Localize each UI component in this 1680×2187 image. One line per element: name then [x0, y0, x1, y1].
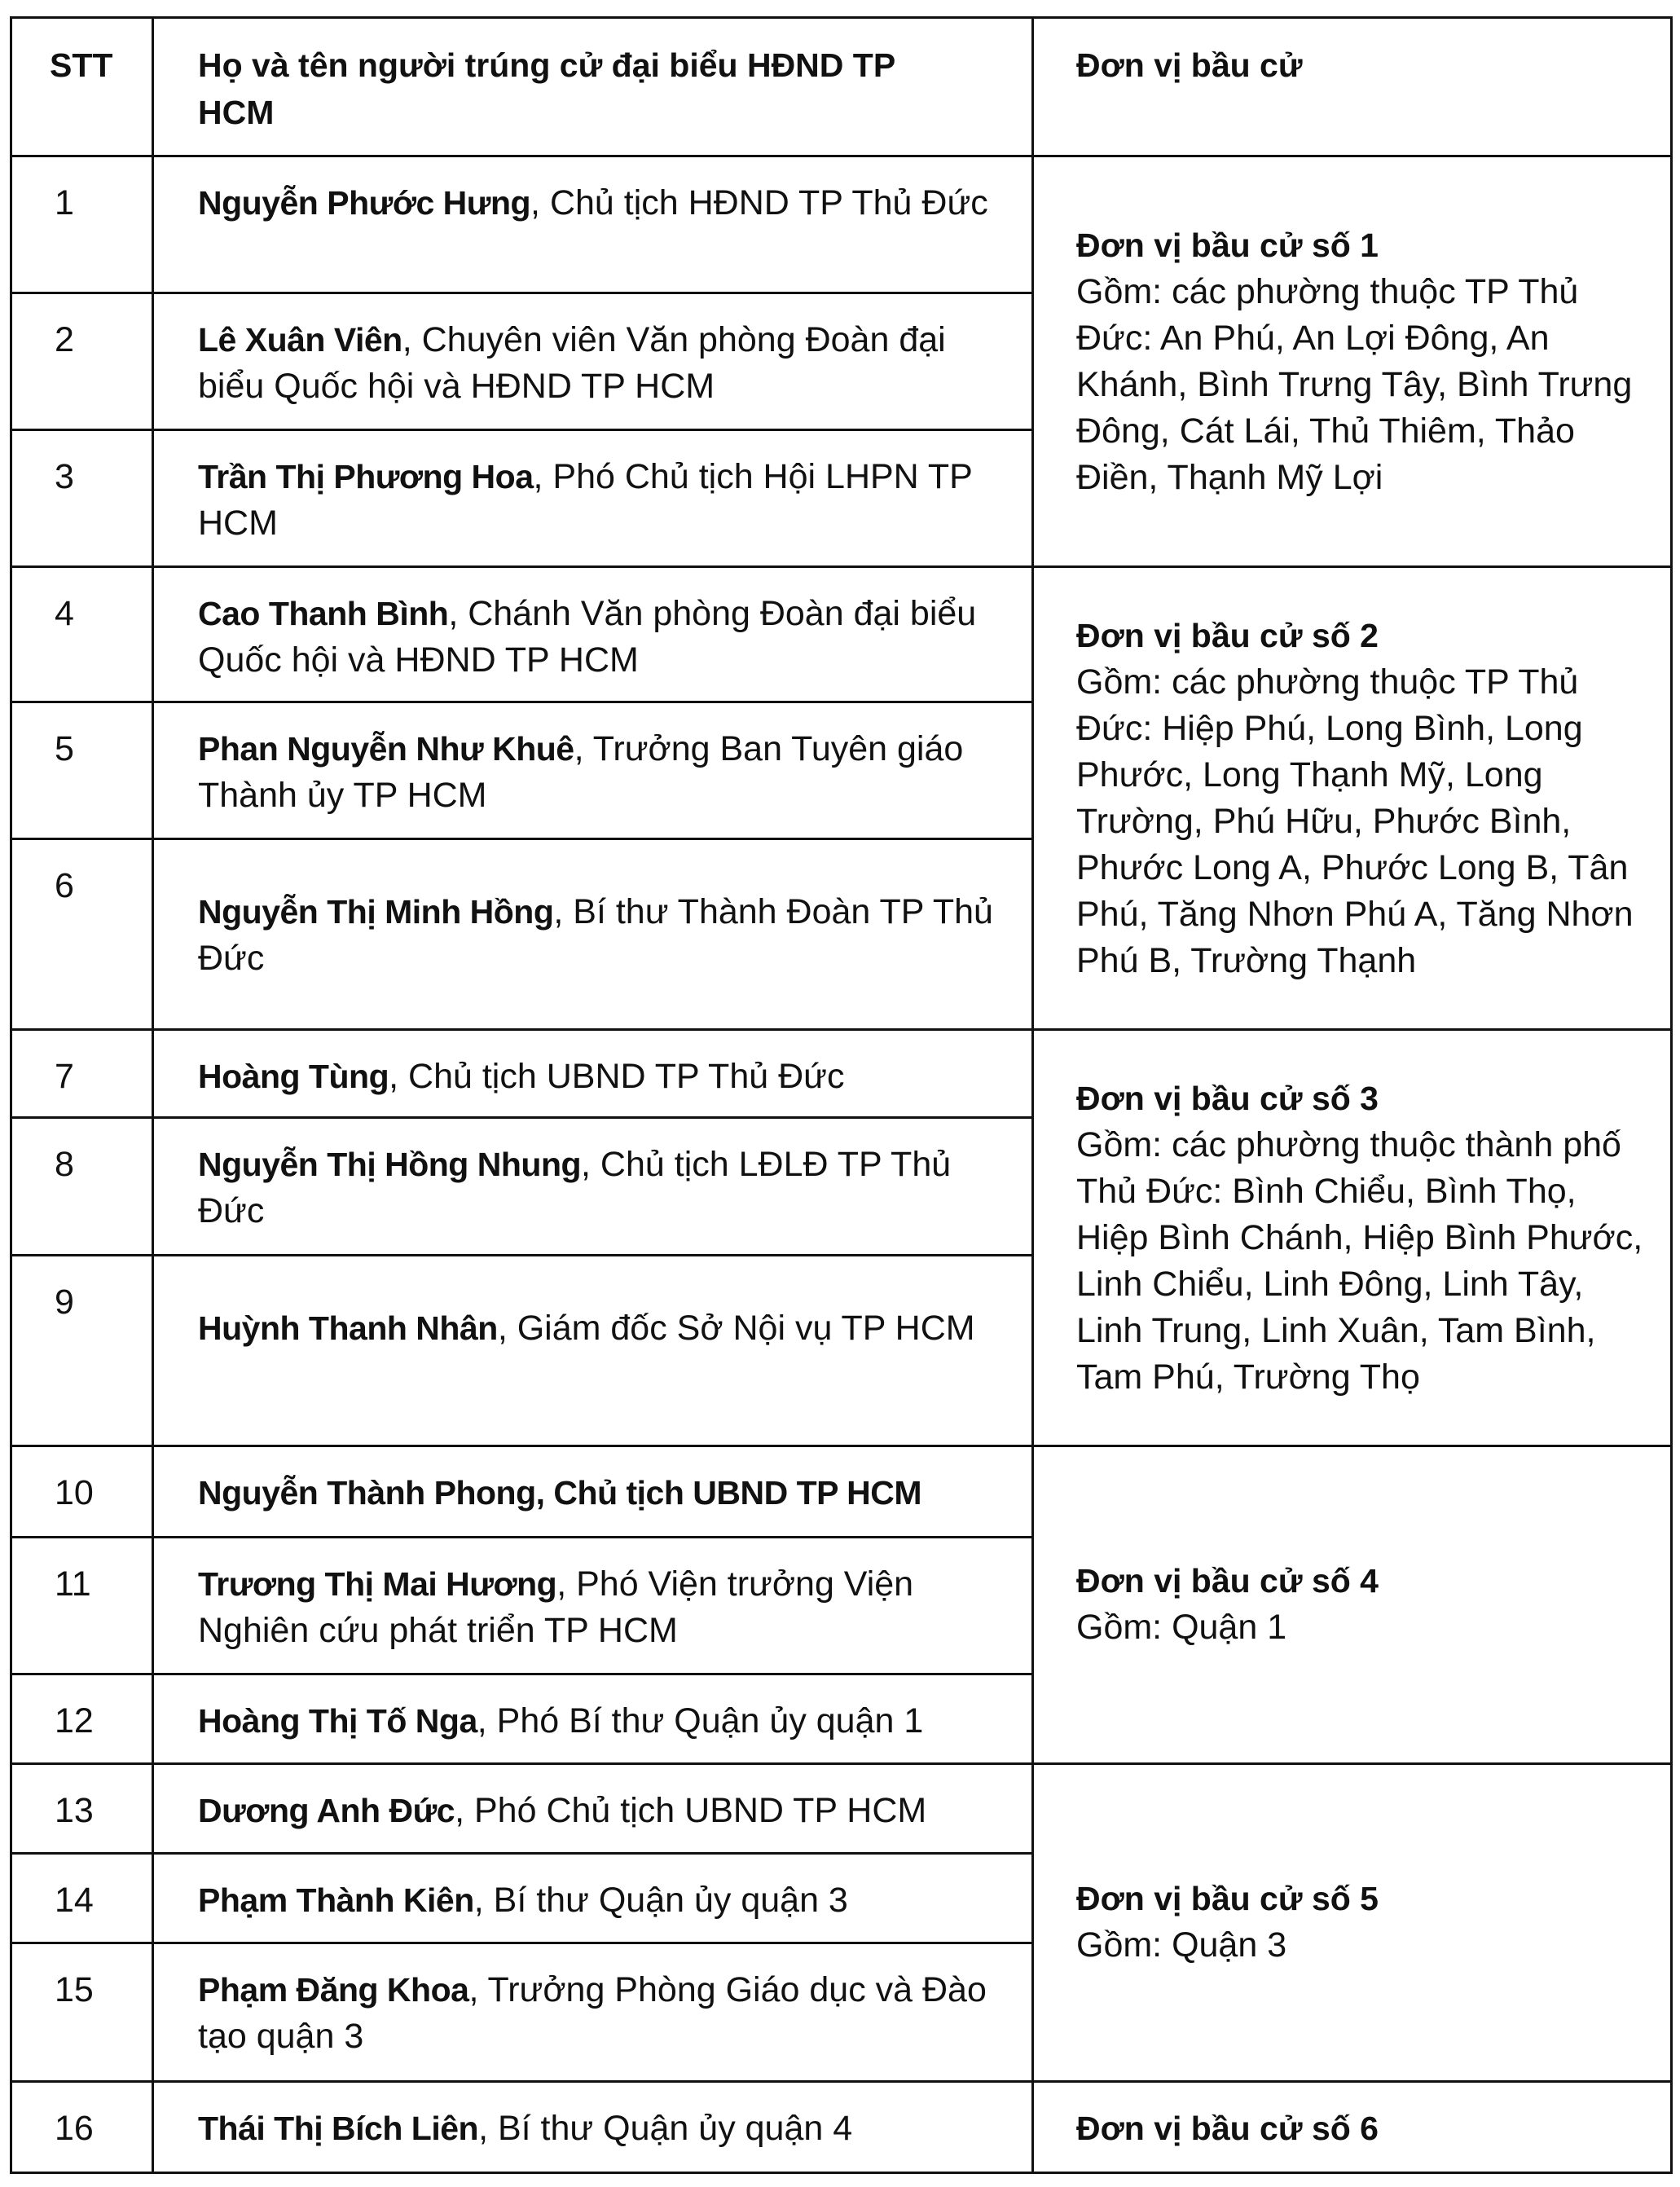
- unit-title: Đơn vị bầu cử số 4: [1076, 1562, 1379, 1600]
- row-name: Trương Thị Mai Hương: [198, 1564, 557, 1603]
- unit-cell-1: [1033, 156, 1672, 567]
- row-role: , Bí thư Quận ủy quận 3: [473, 1880, 848, 1920]
- row-role: , Trưởng Ban Tuyên giáo Thành ủy TP HCM: [198, 729, 964, 816]
- row-name: Huỳnh Thanh Nhân: [198, 1309, 498, 1347]
- row-role: , Chánh Văn phòng Đoàn đại biểu Quốc hội và HĐND TP HCM: [198, 594, 977, 680]
- row-stt: 16: [55, 2108, 94, 2148]
- row-name: Nguyễn Thị Minh Hồng: [198, 893, 554, 931]
- row-name: Phạm Thành Kiên: [198, 1881, 474, 1919]
- row-role: , Bí thư Quận ủy quận 4: [478, 2108, 853, 2148]
- unit-title: Đơn vị bầu cử số 2: [1076, 616, 1379, 654]
- row-name: Nguyễn Thành Phong, Chủ tịch UBND TP HCM: [198, 1473, 922, 1512]
- unit-cell-5: [1033, 1763, 1672, 2081]
- unit-cell-4: [1033, 1446, 1672, 1763]
- unit-desc: Gồm: các phường thuộc thành phố Thủ Đức: Bình Chiểu, Bình Thọ, Hiệp Bình Chánh, Hiệp Bình Phước, Linh Chiểu, Linh Đông, Linh Tây, Linh Trung, Linh Xuân, Tam Bình, Tam Phú, Trường Thọ: [1076, 1124, 1643, 1397]
- row-stt: 3: [55, 457, 74, 497]
- row-stt: 1: [55, 183, 74, 223]
- row-stt: 10: [55, 1472, 94, 1512]
- unit-desc: Gồm: các phường thuộc TP Thủ Đức: An Phú, An Lợi Đông, An Khánh, Bình Trưng Tây, Bình Trưng Đông, Cát Lái, Thủ Thiêm, Thảo Điền, Thạnh Mỹ Lợi: [1076, 271, 1633, 497]
- row-name: Cao Thanh Bình: [198, 595, 449, 633]
- table-header-row: [11, 18, 1672, 156]
- row-name: Phạm Đăng Khoa: [198, 1970, 469, 2009]
- row-role: , Chủ tịch LĐLĐ TP Thủ Đức: [198, 1145, 952, 1231]
- row-name: Phan Nguyễn Như Khuê: [198, 730, 574, 768]
- row-role: , Trưởng Phòng Giáo dục và Đào tạo quận 3: [198, 1969, 987, 2056]
- table-row: [11, 1030, 1672, 1118]
- table-row: [11, 567, 1672, 702]
- row-name: Trần Thị Phương Hoa: [198, 458, 534, 496]
- row-role: , Phó Chủ tịch Hội LHPN TP HCM: [198, 457, 973, 543]
- row-stt: 7: [55, 1057, 74, 1097]
- unit-title: Đơn vị bầu cử số 1: [1076, 226, 1379, 264]
- unit-cell-6: [1033, 2081, 1672, 2172]
- header-name: Họ và tên người trúng cử đại biểu HĐND TP HCM: [153, 18, 1033, 156]
- row-stt: 14: [55, 1880, 94, 1920]
- row-name: Nguyễn Thị Hồng Nhung: [198, 1146, 582, 1184]
- unit-title: Đơn vị bầu cử số 5: [1076, 1880, 1379, 1918]
- unit-desc: Gồm: Quận 1: [1076, 1608, 1287, 1648]
- table-row: [11, 156, 1672, 293]
- row-stt: 15: [55, 1969, 94, 2009]
- row-stt: 9: [55, 1282, 74, 1322]
- row-name: Thái Thị Bích Liên: [198, 2109, 479, 2147]
- header-stt: STT: [11, 18, 153, 156]
- table-row: [11, 1763, 1672, 1853]
- row-stt: 11: [55, 1564, 91, 1604]
- row-stt: 12: [55, 1701, 94, 1740]
- row-role: , Phó Viện trưởng Viện Nghiên cứu phát triển TP HCM: [198, 1564, 914, 1650]
- unit-desc: Gồm: Quận 3: [1076, 1925, 1287, 1965]
- row-role: , Chủ tịch UBND TP Thủ Đức: [389, 1057, 845, 1097]
- row-stt: 8: [55, 1145, 74, 1185]
- row-name: Lê Xuân Viên: [198, 321, 402, 359]
- row-role: , Chuyên viên Văn phòng Đoàn đại biểu Quốc hội và HĐND TP HCM: [198, 320, 946, 407]
- table-row: [11, 2081, 1672, 2172]
- row-name: Nguyễn Phước Hưng: [198, 184, 531, 222]
- row-stt: 2: [55, 320, 74, 360]
- row-role: , Chủ tịch HĐND TP Thủ Đức: [530, 183, 988, 223]
- unit-cell-2: [1033, 567, 1672, 1030]
- table-row: [11, 1446, 1672, 1537]
- row-name: Hoàng Tùng: [198, 1058, 389, 1096]
- row-role: , Giám đốc Sở Nội vụ TP HCM: [497, 1308, 975, 1348]
- header-unit: Đơn vị bầu cử: [1033, 18, 1672, 156]
- row-role: , Phó Bí thư Quận ủy quận 1: [477, 1701, 924, 1740]
- election-results-table: [10, 16, 1673, 2174]
- unit-title: Đơn vị bầu cử số 6: [1076, 2109, 1379, 2147]
- row-role: , Bí thư Thành Đoàn TP Thủ Đức: [198, 892, 993, 979]
- row-stt: 6: [55, 866, 74, 906]
- row-name: Hoàng Thị Tố Nga: [198, 1701, 477, 1740]
- row-stt: 4: [55, 594, 74, 634]
- row-stt: 5: [55, 729, 74, 769]
- unit-title: Đơn vị bầu cử số 3: [1076, 1079, 1379, 1117]
- unit-desc: Gồm: các phường thuộc TP Thủ Đức: Hiệp Phú, Long Bình, Long Phước, Long Thạnh Mỹ, Long Trường, Phú Hữu, Phước Bình, Phước Long A, Phước Long B, Tân Phú, Tăng Nhơn Phú A, Tăng Nhơn Phú B, Trường Thạnh: [1076, 662, 1634, 980]
- row-name: Dương Anh Đức: [198, 1791, 455, 1829]
- unit-cell-3: [1033, 1030, 1672, 1446]
- row-role: , Phó Chủ tịch UBND TP HCM: [455, 1790, 927, 1830]
- row-stt: 13: [55, 1790, 94, 1830]
